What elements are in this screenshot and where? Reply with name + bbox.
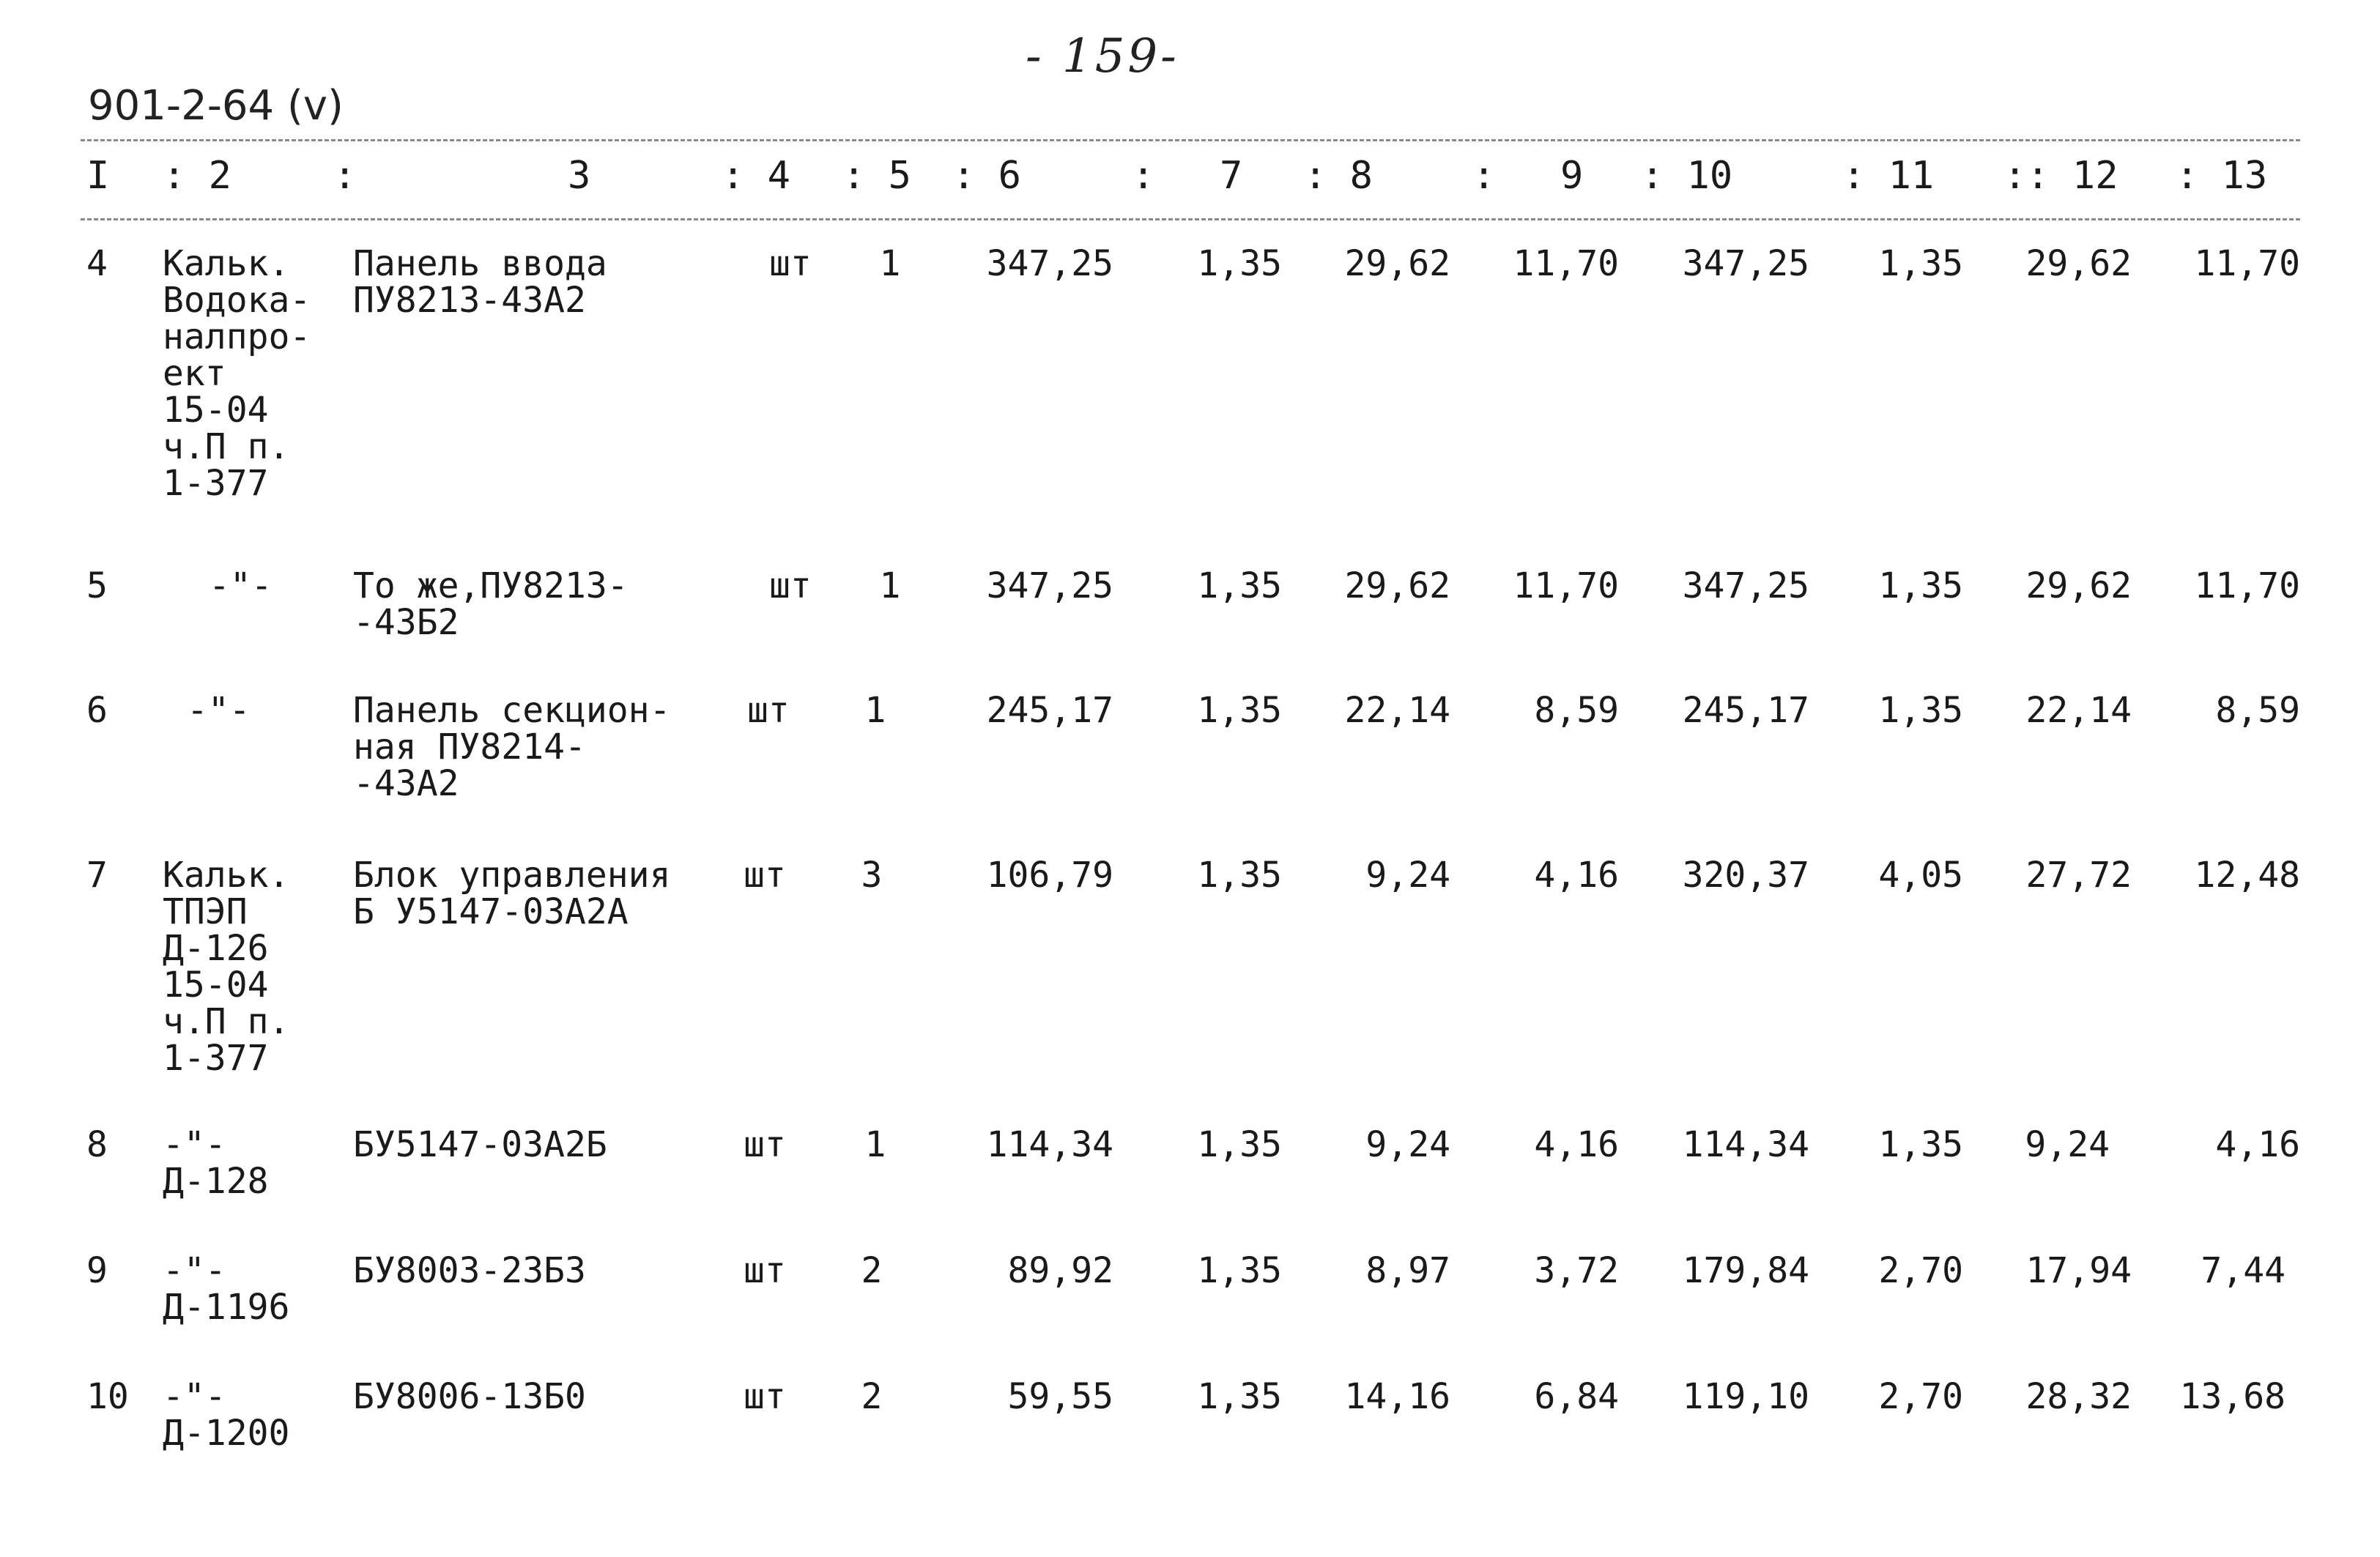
row-number: 7	[86, 855, 108, 896]
col-9-value: 4,16	[1534, 1124, 1619, 1165]
col-11-value: 1,35	[1878, 565, 1963, 606]
item-name: БУ8006-13Б0	[353, 1376, 586, 1417]
col-9-value: 11,70	[1513, 243, 1619, 284]
header-col-7: 7	[1220, 154, 1243, 198]
source-reference: Кальк. Водока- налпро- ект 15-04 ч.П п. 1-377	[163, 243, 311, 504]
col-13-value: 7,44	[2201, 1250, 2286, 1291]
header-col-9: 9	[1560, 154, 1584, 198]
col-6-value: 59,55	[1007, 1376, 1113, 1417]
header-separator: :	[333, 154, 357, 198]
quantity: 2	[861, 1376, 883, 1417]
col-12-value: 9,24	[2025, 1124, 2110, 1165]
header-col-1: I	[86, 154, 110, 198]
quantity: 1	[879, 565, 901, 606]
item-name: Панель ввода ПУ8213-43А2	[353, 243, 607, 321]
col-10-value: 347,25	[1682, 565, 1809, 606]
col-10-value: 320,37	[1682, 855, 1809, 896]
col-8-value: 9,24	[1365, 855, 1450, 896]
col-11-value: 1,35	[1878, 1124, 1963, 1165]
col-8-value: 29,62	[1344, 565, 1450, 606]
col-9-value: 11,70	[1513, 565, 1619, 606]
header-col-12: :: 12	[2003, 154, 2118, 198]
col-10-value: 114,34	[1682, 1124, 1809, 1165]
col-13-value: 4,16	[2215, 1124, 2300, 1165]
col-11-value: 2,70	[1878, 1376, 1963, 1417]
header-col-13: : 13	[2176, 154, 2268, 198]
col-13-value: 12,48	[2194, 855, 2300, 896]
col-9-value: 8,59	[1534, 690, 1619, 731]
col-11-value: 4,05	[1878, 855, 1963, 896]
header-top-rule	[81, 139, 2300, 141]
col-12-value: 22,14	[2025, 690, 2132, 731]
col-11-value: 1,35	[1878, 243, 1963, 284]
col-6-value: 89,92	[1007, 1250, 1113, 1291]
row-number: 4	[86, 243, 108, 284]
unit: шт	[747, 690, 790, 731]
col-11-value: 1,35	[1878, 690, 1963, 731]
table-header-row	[0, 150, 2380, 201]
col-9-value: 4,16	[1534, 855, 1619, 896]
header-col-4: : 4	[722, 154, 790, 198]
col-7-value: 1,35	[1197, 855, 1282, 896]
col-12-value: 29,62	[2025, 565, 2132, 606]
item-name: Панель секцион- ная ПУ8214- -43А2	[353, 690, 671, 804]
col-7-value: 1,35	[1197, 1250, 1282, 1291]
unit: шт	[744, 1376, 786, 1417]
document-code: 901-2-64 (v)	[88, 82, 344, 130]
header-col-11: : 11	[1842, 154, 1935, 198]
col-7-value: 1,35	[1197, 565, 1282, 606]
row-number: 8	[86, 1124, 108, 1165]
col-10-value: 119,10	[1682, 1376, 1809, 1417]
unit: шт	[769, 243, 812, 284]
unit: шт	[744, 855, 786, 896]
source-reference: Кальк. ТПЭП Д-126 15-04 ч.П п. 1-377	[163, 855, 290, 1079]
col-12-value: 17,94	[2025, 1250, 2132, 1291]
source-reference: -"-	[209, 565, 273, 606]
header-separator: :	[1472, 154, 1496, 198]
col-10-value: 179,84	[1682, 1250, 1809, 1291]
quantity: 1	[864, 1124, 886, 1165]
header-col-8: : 8	[1304, 154, 1373, 198]
item-name: БУ5147-03А2Б	[353, 1124, 607, 1165]
unit: шт	[769, 565, 812, 606]
col-13-value: 11,70	[2194, 243, 2300, 284]
row-number: 9	[86, 1250, 108, 1291]
header-col-6: : 6	[952, 154, 1021, 198]
row-number: 6	[86, 690, 108, 731]
quantity: 1	[879, 243, 901, 284]
row-number: 10	[86, 1376, 129, 1417]
col-12-value: 29,62	[2025, 243, 2132, 284]
row-number: 5	[86, 565, 108, 606]
header-col-3: 3	[568, 154, 591, 198]
col-13-value: 11,70	[2194, 565, 2300, 606]
header-bottom-rule	[81, 218, 2300, 220]
col-10-value: 347,25	[1682, 243, 1809, 284]
unit: шт	[744, 1250, 786, 1291]
col-8-value: 29,62	[1344, 243, 1450, 284]
item-name: БУ8003-23Б3	[353, 1250, 586, 1291]
col-13-value: 13,68	[2179, 1376, 2286, 1417]
col-13-value: 8,59	[2215, 690, 2300, 731]
header-col-2: : 2	[163, 154, 231, 198]
source-reference: -"- Д-1196	[163, 1250, 290, 1328]
page-number: - 159-	[1026, 29, 1179, 83]
quantity: 3	[861, 855, 883, 896]
quantity: 1	[864, 690, 886, 731]
header-separator: :	[1132, 154, 1155, 198]
col-8-value: 14,16	[1344, 1376, 1450, 1417]
quantity: 2	[861, 1250, 883, 1291]
header-col-10: : 10	[1641, 154, 1733, 198]
col-11-value: 2,70	[1878, 1250, 1963, 1291]
source-reference: -"-	[187, 690, 251, 731]
col-8-value: 22,14	[1344, 690, 1450, 731]
col-6-value: 114,34	[986, 1124, 1113, 1165]
item-name: Блок управления Б У5147-03А2А	[353, 855, 671, 932]
item-name: То же,ПУ8213- -43Б2	[353, 565, 629, 643]
col-7-value: 1,35	[1197, 1124, 1282, 1165]
col-8-value: 8,97	[1365, 1250, 1450, 1291]
unit: шт	[744, 1124, 786, 1165]
col-9-value: 6,84	[1534, 1376, 1619, 1417]
col-12-value: 28,32	[2025, 1376, 2132, 1417]
source-reference: -"- Д-128	[163, 1124, 269, 1202]
header-col-5: : 5	[842, 154, 911, 198]
col-12-value: 27,72	[2025, 855, 2132, 896]
col-8-value: 9,24	[1365, 1124, 1450, 1165]
col-7-value: 1,35	[1197, 1376, 1282, 1417]
col-6-value: 245,17	[986, 690, 1113, 731]
col-10-value: 245,17	[1682, 690, 1809, 731]
col-6-value: 347,25	[986, 565, 1113, 606]
col-7-value: 1,35	[1197, 243, 1282, 284]
col-6-value: 347,25	[986, 243, 1113, 284]
col-6-value: 106,79	[986, 855, 1113, 896]
col-9-value: 3,72	[1534, 1250, 1619, 1291]
source-reference: -"- Д-1200	[163, 1376, 290, 1454]
col-7-value: 1,35	[1197, 690, 1282, 731]
